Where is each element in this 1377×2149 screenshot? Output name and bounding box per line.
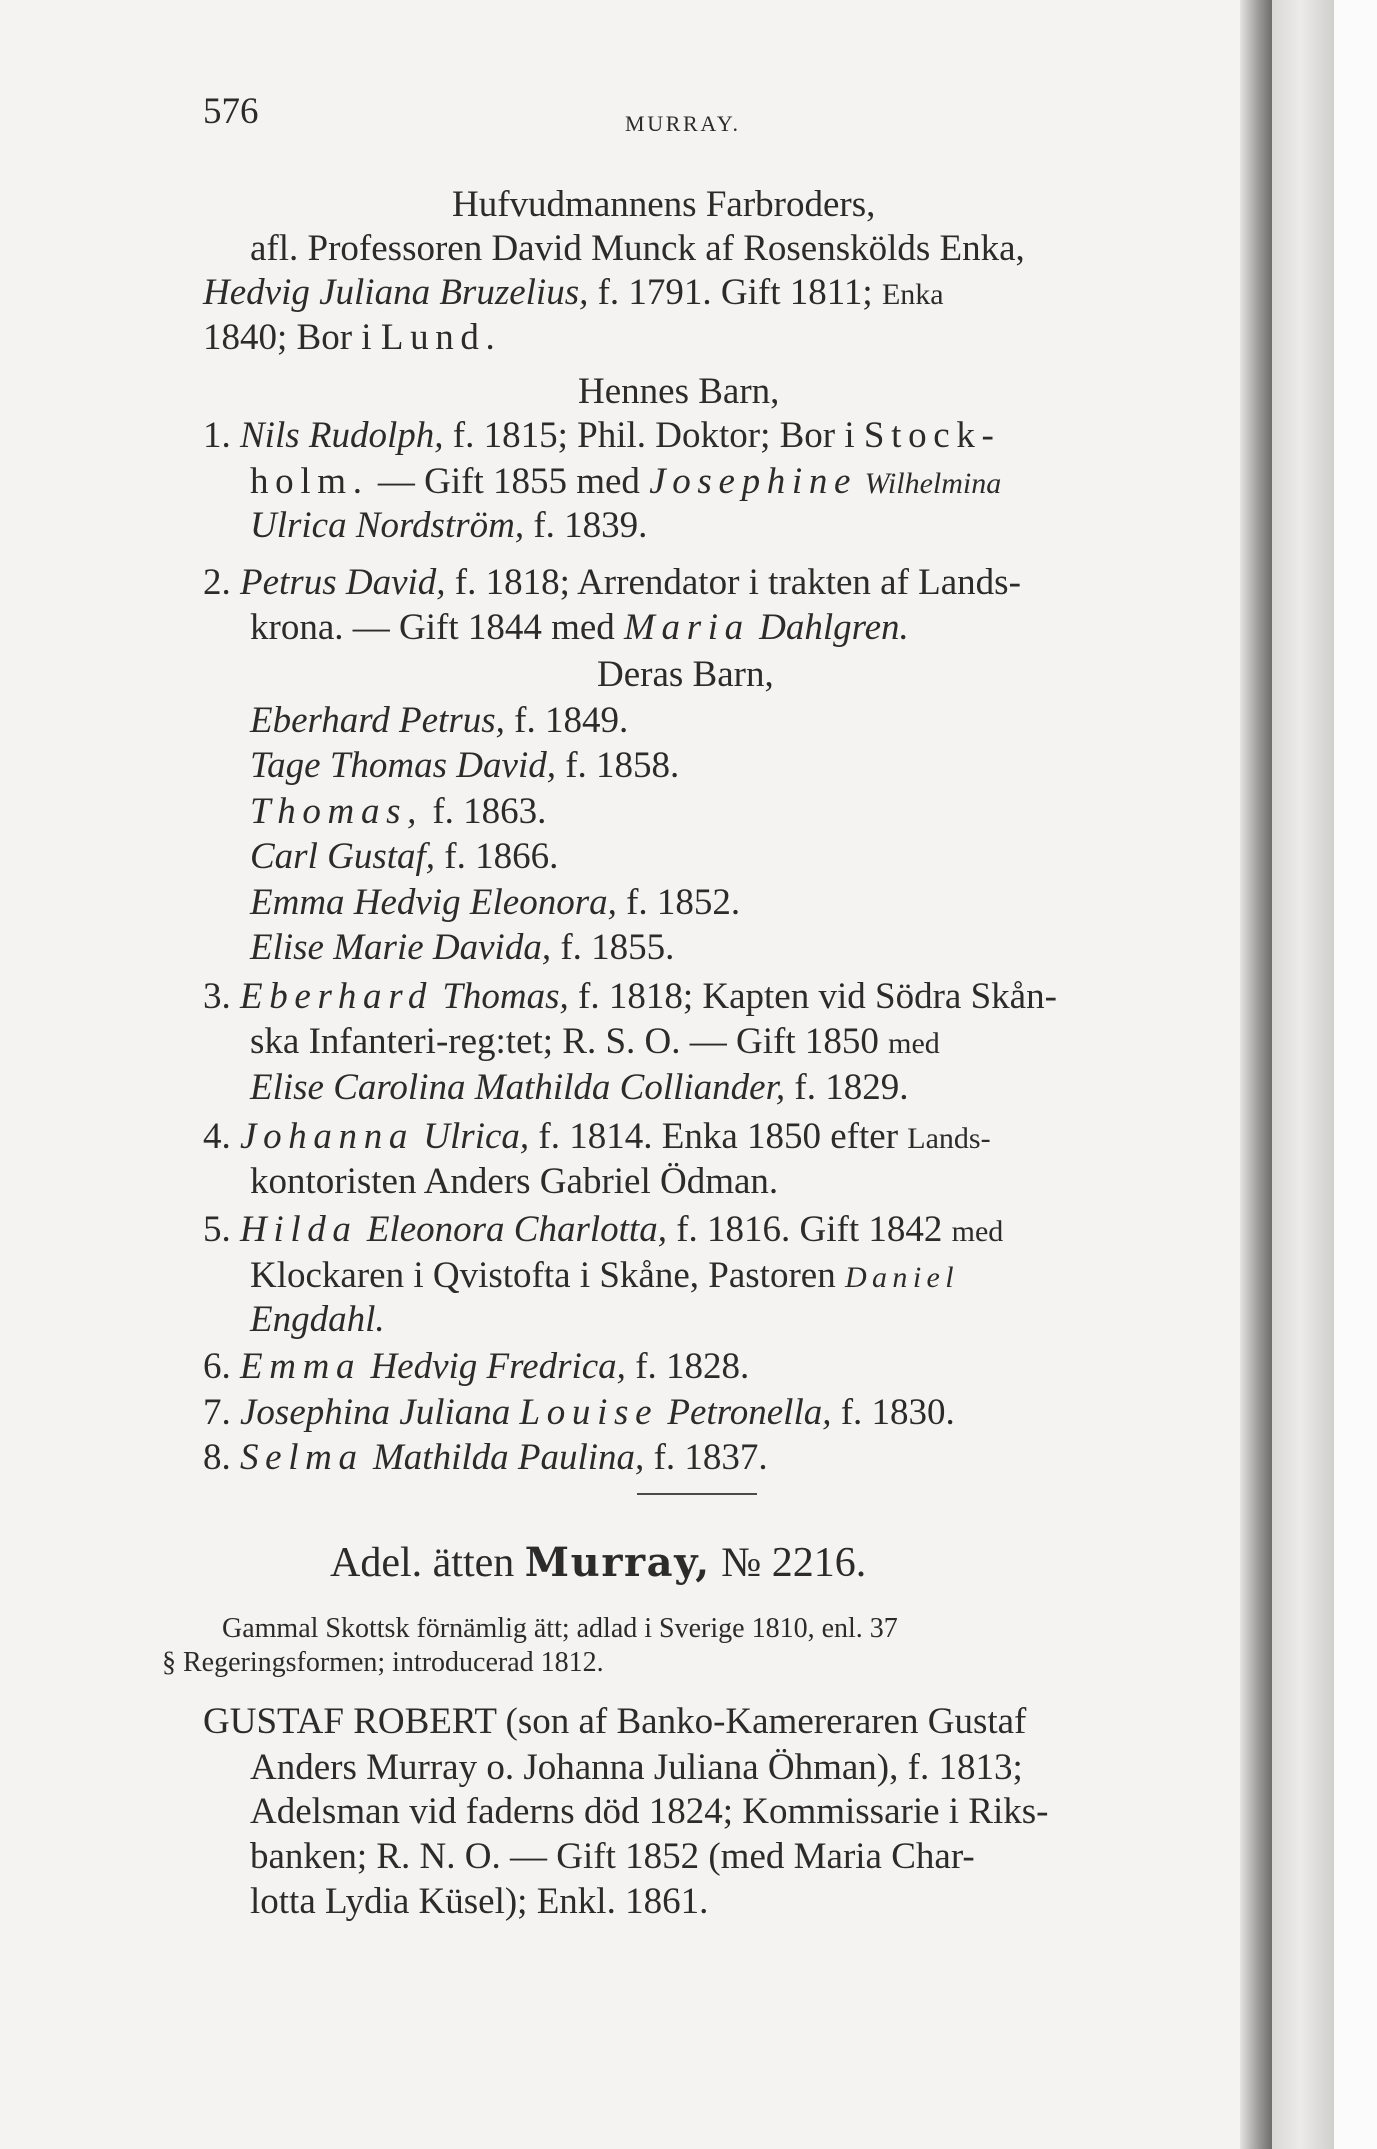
text-line: 5. Hilda Eleonora Charlotta, f. 1816. Gift 1842 med [203, 1209, 1004, 1250]
text-line: 1. Nils Rudolph, f. 1815; Phil. Doktor; Bor i Stock- [203, 415, 1001, 456]
text-line: Carl Gustaf, f. 1866. [250, 836, 559, 877]
book-spine [1272, 0, 1334, 2149]
text-line: 7. Josephina Juliana Louise Petronella, f. 1830. [203, 1392, 955, 1433]
text-line: Hedvig Juliana Bruzelius, f. 1791. Gift 1811; Enka [203, 272, 944, 313]
text-line: lotta Lydia Küsel); Enkl. 1861. [250, 1881, 709, 1922]
section-intro: Gammal Skottsk förnämlig ätt; adlad i Sverige 1810, enl. 37 [222, 1613, 898, 1644]
text-line: Engdahl. [250, 1299, 385, 1340]
text-line: Tage Thomas David, f. 1858. [250, 745, 680, 786]
text-line: Klockaren i Qvistofta i Skåne, Pastoren Daniel [250, 1255, 960, 1296]
text-line: Ulrica Nordström, f. 1839. [250, 505, 648, 546]
page-margin [1334, 0, 1377, 2149]
text-line: Hufvudmannens Farbroders, [452, 184, 876, 225]
text-line: Elise Carolina Mathilda Colliander, f. 1829. [250, 1067, 909, 1108]
text-line: 4. Johanna Ulrica, f. 1814. Enka 1850 efter Lands- [203, 1116, 991, 1157]
section-divider [637, 1493, 757, 1495]
running-title: MURRAY. [625, 111, 741, 136]
text-line: krona. — Gift 1844 med Maria Dahlgren. [250, 607, 909, 648]
text-line: Emma Hedvig Eleonora, f. 1852. [250, 882, 741, 923]
subheading: Hennes Barn, [578, 371, 780, 412]
text-line: 2. Petrus David, f. 1818; Arrendator i trakten af Lands- [203, 562, 1021, 603]
text-line: 8. Selma Mathilda Paulina, f. 1837. [203, 1437, 768, 1478]
text-line: Eberhard Petrus, f. 1849. [250, 700, 629, 741]
page-number: 576 [203, 91, 259, 132]
page-gutter [1240, 0, 1272, 2149]
subheading: Deras Barn, [597, 654, 774, 695]
text-line: Thomas, f. 1863. [250, 791, 547, 832]
text-line: 1840; Bor i Lund. [203, 317, 502, 358]
section-heading: Adel. ätten Murray, № 2216. [330, 1539, 867, 1586]
section-intro: § Regeringsformen; introducerad 1812. [162, 1647, 604, 1678]
text-line: Adelsman vid faderns död 1824; Kommissarie i Riks- [250, 1791, 1049, 1832]
text-line: afl. Professoren David Munck af Rosenskölds Enka, [250, 228, 1025, 269]
text-line: kontoristen Anders Gabriel Ödman. [250, 1161, 779, 1202]
text-line: ska Infanteri-reg:tet; R. S. O. — Gift 1850 med [250, 1021, 940, 1062]
text-line: banken; R. N. O. — Gift 1852 (med Maria Char- [250, 1836, 975, 1877]
text-line: Anders Murray o. Johanna Juliana Öhman), f. 1813; [250, 1747, 1023, 1788]
text-line: Elise Marie Davida, f. 1855. [250, 927, 675, 968]
text-line: holm. — Gift 1855 med Josephine Wilhelmina [250, 461, 1002, 502]
text-line: 6. Emma Hedvig Fredrica, f. 1828. [203, 1346, 750, 1387]
text-line: GUSTAF ROBERT (son af Banko-Kamereraren Gustaf [203, 1701, 1027, 1742]
text-line: 3. Eberhard Thomas, f. 1818; Kapten vid Södra Skån- [203, 976, 1057, 1017]
